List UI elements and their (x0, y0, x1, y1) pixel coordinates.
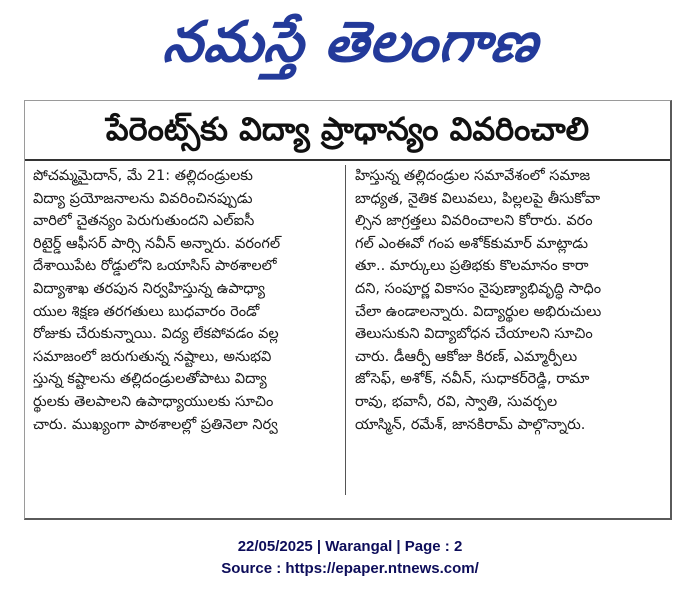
body-line: జోసెఫ్, అశోక్, నవీన్, సుధాకర్‌రెడ్డి, రామా (355, 371, 590, 388)
body-line: బాధ్యత, నైతిక విలువలు, పిల్లలపై తీసుకోవా (355, 190, 601, 207)
body-line: ర్థులకు తెలపాలని ఉపాధ్యాయులకు సూచిం (33, 393, 274, 410)
body-line: దని, సంపూర్ణ వికాసం నైపుణ్యాభివృద్ధి సాధిం (355, 280, 602, 297)
body-line: తూ.. మార్కులు ప్రతిభకు కొలమానం కారా (355, 258, 589, 275)
body-line: యుల శిక్షణ తరగతులు బుధవారం రెండో (33, 303, 260, 320)
body-line: చేలా ఉండాలన్నారు. విద్యార్థుల అభిరుచులు (355, 303, 602, 320)
body-line: యాస్మిన్, రమేశ్, జానకిరామ్ పాల్గొన్నారు. (355, 416, 586, 433)
body-line: విద్యాశాఖ తరపున నిర్వహిస్తున్న ఉపాధ్యా (33, 280, 265, 297)
body-line: రిటైర్డ్ ఆఫీసర్ పార్సి నవీన్ అన్నారు. వరంగల్ (33, 235, 281, 252)
body-line: సమాజంలో జరుగుతున్న నష్టాలు, అనుభవి (33, 348, 272, 365)
masthead-title: నమస్తే తెలంగాణ (159, 9, 542, 75)
headline-rule (25, 159, 670, 161)
source-footer (0, 536, 700, 580)
body-line: హిస్తున్న తల్లిదండ్రుల సమావేశంలో సమాజ (355, 168, 591, 184)
body-line: గల్ ఎంఈవో గంప అశోక్‌కుమార్ మాట్లాడు (355, 235, 589, 252)
body-line: ల్సిన జాగ్రత్తలు వివరించాలని కోరారు. వరం (355, 213, 593, 230)
body-line: తెలుసుకుని విద్యాబోధన చేయాలని సూచిం (355, 326, 593, 343)
footer-date-edition: 22/05/2025 | Warangal | Page : 2 (237, 538, 463, 555)
body-line: దేశాయిపేట రోడ్డులోని ఒయాసిస్ పాఠశాలలో (33, 258, 277, 275)
newspaper-masthead (0, 0, 700, 98)
body-line: వారిలో చైతన్యం పెరుగుతుందని ఎల్‌ఐసీ (33, 213, 255, 230)
body-line: పోచమ్మమైదాన్, మే 21: తల్లిదండ్రులకు (33, 168, 253, 184)
column-divider (345, 165, 346, 495)
body-line: రావు, భవానీ, రవి, స్వాతి, సువర్చల (355, 393, 558, 410)
body-line: విద్యా ప్రయోజనాలను వివరించినప్పుడు (33, 190, 253, 207)
body-line: చారు. ముఖ్యంగా పాఠశాలల్లో ప్రతినెలా నిర్వ (33, 416, 278, 433)
body-line: చారు. డీఆర్పీ ఆకోజు కిరణ్, ఎమ్మార్పీలు (355, 348, 578, 365)
article-column-left (33, 165, 339, 505)
article-clipping (24, 100, 672, 520)
body-line: స్తున్న కష్టాలను తల్లిదండ్రులతోపాటు విద్యా (33, 371, 267, 388)
article-column-right (355, 165, 661, 505)
article-headline (25, 109, 670, 157)
body-line: రోజుకు చేరుకున్నాయి. విద్య లేకపోవడం వల్ల (33, 326, 279, 343)
footer-source-link[interactable]: Source : https://epaper.ntnews.com/ (221, 560, 479, 577)
headline-text: పేరెంట్స్‌కు విద్యా ప్రాధాన్యం వివరించాలి (105, 110, 590, 148)
